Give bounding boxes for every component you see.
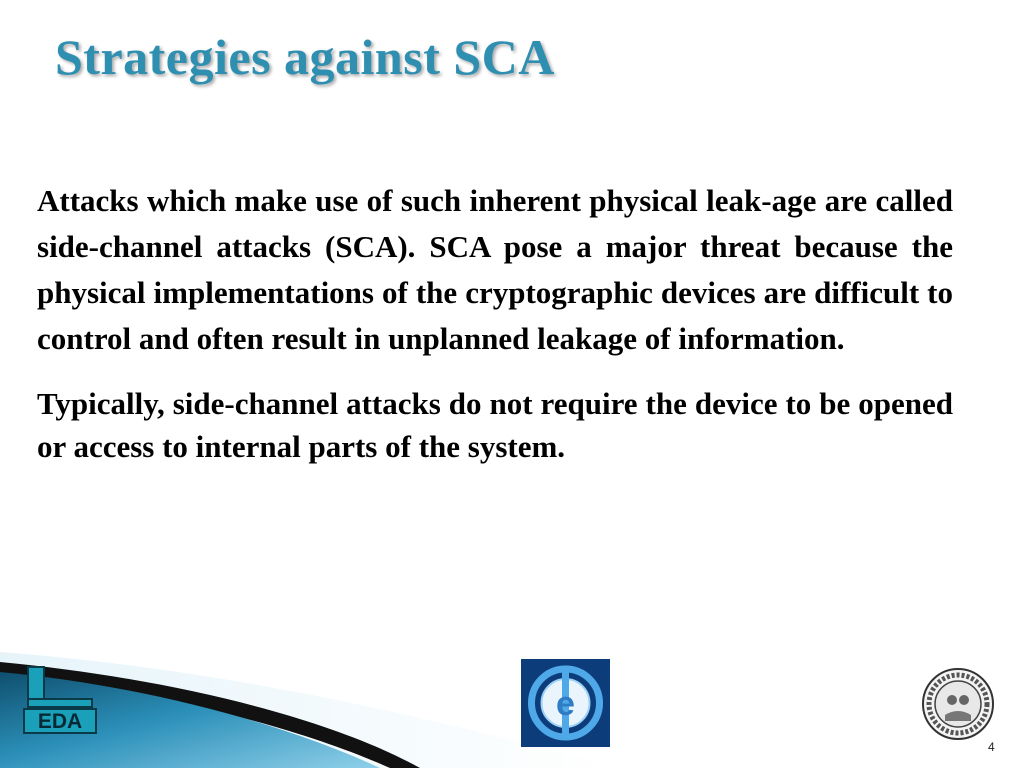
page-number: 4 (988, 740, 995, 754)
slide-title: Strategies against SCA (55, 29, 555, 85)
eda-logo-text: EDA (37, 710, 83, 733)
electronic-faculty-logo-icon (521, 659, 610, 747)
eda-logo-icon (22, 665, 98, 735)
paragraph-sca-requirements: Typically, side-channel attacks do not require the device to be opened or access to internal parts of the system. (37, 386, 953, 464)
svg-text:e: e (556, 685, 575, 723)
paragraph-sca-definition: Attacks which make use of such inherent physical leak-age are called side-channel attacks (SCA). SCA pose a major threat because the physical implementations of the cryptographic devices are difficult to control and often result in unplanned leakage of information. (37, 183, 953, 356)
footer-band (0, 638, 1024, 768)
university-seal-icon (921, 667, 995, 741)
slide-body (37, 178, 953, 488)
footer-wave-graphic (0, 638, 1024, 768)
